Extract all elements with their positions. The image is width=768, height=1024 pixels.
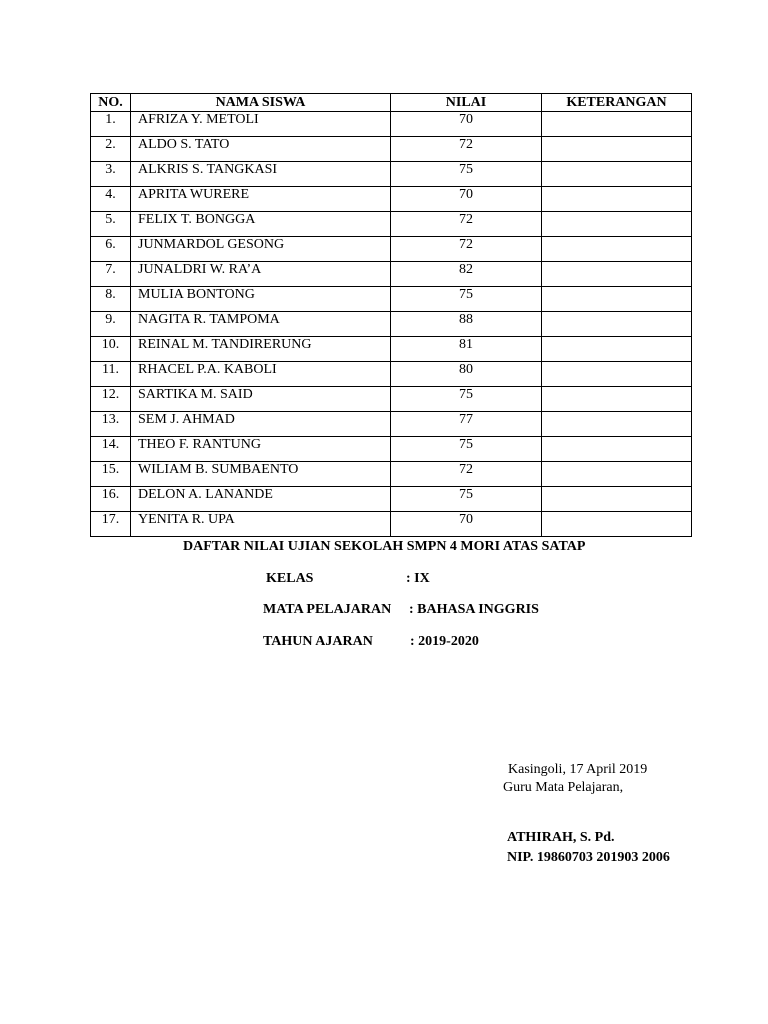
mapel-label: MATA PELAJARAN xyxy=(263,602,392,617)
kelas-value: : IX xyxy=(406,571,430,586)
cell-nama-siswa: SARTIKA M. SAID xyxy=(131,387,391,412)
signature-nip: NIP. 19860703 201903 2006 xyxy=(507,850,670,865)
cell-keterangan xyxy=(542,137,692,162)
cell-keterangan xyxy=(542,337,692,362)
cell-nilai: 80 xyxy=(391,362,542,387)
cell-no: 13. xyxy=(91,412,131,437)
cell-keterangan xyxy=(542,187,692,212)
table-row xyxy=(91,212,692,237)
cell-keterangan xyxy=(542,112,692,137)
cell-nilai: 72 xyxy=(391,137,542,162)
cell-keterangan xyxy=(542,237,692,262)
cell-keterangan xyxy=(542,412,692,437)
cell-nilai: 82 xyxy=(391,262,542,287)
cell-nilai: 70 xyxy=(391,512,542,537)
cell-nama-siswa: APRITA WURERE xyxy=(131,187,391,212)
cell-no: 8. xyxy=(91,287,131,312)
cell-nama-siswa: NAGITA R. TAMPOMA xyxy=(131,312,391,337)
document-title: DAFTAR NILAI UJIAN SEKOLAH SMPN 4 MORI ATAS SATAP xyxy=(183,539,586,554)
score-table xyxy=(90,93,692,537)
table-row xyxy=(91,312,692,337)
cell-nama-siswa: DELON A. LANANDE xyxy=(131,487,391,512)
cell-no: 11. xyxy=(91,362,131,387)
cell-nama-siswa: AFRIZA Y. METOLI xyxy=(131,112,391,137)
cell-nama-siswa: MULIA BONTONG xyxy=(131,287,391,312)
cell-no: 16. xyxy=(91,487,131,512)
table-row xyxy=(91,237,692,262)
table-row xyxy=(91,387,692,412)
mapel-value: : BAHASA INGGRIS xyxy=(409,602,539,617)
cell-no: 2. xyxy=(91,137,131,162)
cell-keterangan xyxy=(542,362,692,387)
cell-no: 15. xyxy=(91,462,131,487)
cell-nama-siswa: JUNALDRI W. RA’A xyxy=(131,262,391,287)
header-nilai: NILAI xyxy=(391,94,542,112)
cell-keterangan xyxy=(542,487,692,512)
cell-nama-siswa: THEO F. RANTUNG xyxy=(131,437,391,462)
cell-no: 5. xyxy=(91,212,131,237)
table-row xyxy=(91,337,692,362)
table-header-row xyxy=(91,94,692,112)
table-row xyxy=(91,262,692,287)
cell-nilai: 75 xyxy=(391,387,542,412)
cell-nama-siswa: JUNMARDOL GESONG xyxy=(131,237,391,262)
cell-nilai: 75 xyxy=(391,437,542,462)
cell-no: 12. xyxy=(91,387,131,412)
table-row xyxy=(91,137,692,162)
table-row xyxy=(91,362,692,387)
cell-nilai: 72 xyxy=(391,462,542,487)
cell-no: 4. xyxy=(91,187,131,212)
cell-no: 7. xyxy=(91,262,131,287)
cell-keterangan xyxy=(542,212,692,237)
cell-keterangan xyxy=(542,162,692,187)
cell-nilai: 75 xyxy=(391,487,542,512)
cell-no: 6. xyxy=(91,237,131,262)
cell-nama-siswa: ALDO S. TATO xyxy=(131,137,391,162)
cell-no: 1. xyxy=(91,112,131,137)
cell-nama-siswa: ALKRIS S. TANGKASI xyxy=(131,162,391,187)
cell-nilai: 88 xyxy=(391,312,542,337)
cell-nilai: 75 xyxy=(391,287,542,312)
table-row xyxy=(91,512,692,537)
header-no: NO. xyxy=(91,94,131,112)
tahun-value: : 2019-2020 xyxy=(410,634,479,649)
cell-nilai: 72 xyxy=(391,212,542,237)
kelas-label: KELAS xyxy=(266,571,314,586)
signature-place-date: Kasingoli, 17 April 2019 xyxy=(508,762,648,777)
cell-keterangan xyxy=(542,312,692,337)
cell-no: 10. xyxy=(91,337,131,362)
table-row xyxy=(91,487,692,512)
table-row xyxy=(91,462,692,487)
table-row xyxy=(91,112,692,137)
cell-keterangan xyxy=(542,437,692,462)
header-keterangan: KETERANGAN xyxy=(542,94,692,112)
cell-no: 3. xyxy=(91,162,131,187)
signature-role: Guru Mata Pelajaran, xyxy=(503,780,624,795)
cell-nama-siswa: WILIAM B. SUMBAENTO xyxy=(131,462,391,487)
cell-nilai: 72 xyxy=(391,237,542,262)
cell-nilai: 75 xyxy=(391,162,542,187)
table-row xyxy=(91,412,692,437)
cell-no: 9. xyxy=(91,312,131,337)
cell-nilai: 77 xyxy=(391,412,542,437)
cell-nama-siswa: SEM J. AHMAD xyxy=(131,412,391,437)
cell-nama-siswa: REINAL M. TANDIRERUNG xyxy=(131,337,391,362)
cell-no: 17. xyxy=(91,512,131,537)
table-row xyxy=(91,187,692,212)
cell-keterangan xyxy=(542,512,692,537)
cell-nama-siswa: YENITA R. UPA xyxy=(131,512,391,537)
table-row xyxy=(91,287,692,312)
cell-nilai: 70 xyxy=(391,187,542,212)
cell-keterangan xyxy=(542,262,692,287)
table-row xyxy=(91,162,692,187)
cell-keterangan xyxy=(542,287,692,312)
signature-name: ATHIRAH, S. Pd. xyxy=(507,830,615,845)
cell-nilai: 70 xyxy=(391,112,542,137)
cell-keterangan xyxy=(542,462,692,487)
table-row xyxy=(91,437,692,462)
cell-nama-siswa: RHACEL P.A. KABOLI xyxy=(131,362,391,387)
header-nama-siswa: NAMA SISWA xyxy=(131,94,391,112)
cell-nilai: 81 xyxy=(391,337,542,362)
cell-keterangan xyxy=(542,387,692,412)
cell-no: 14. xyxy=(91,437,131,462)
tahun-label: TAHUN AJARAN xyxy=(263,634,373,649)
cell-nama-siswa: FELIX T. BONGGA xyxy=(131,212,391,237)
